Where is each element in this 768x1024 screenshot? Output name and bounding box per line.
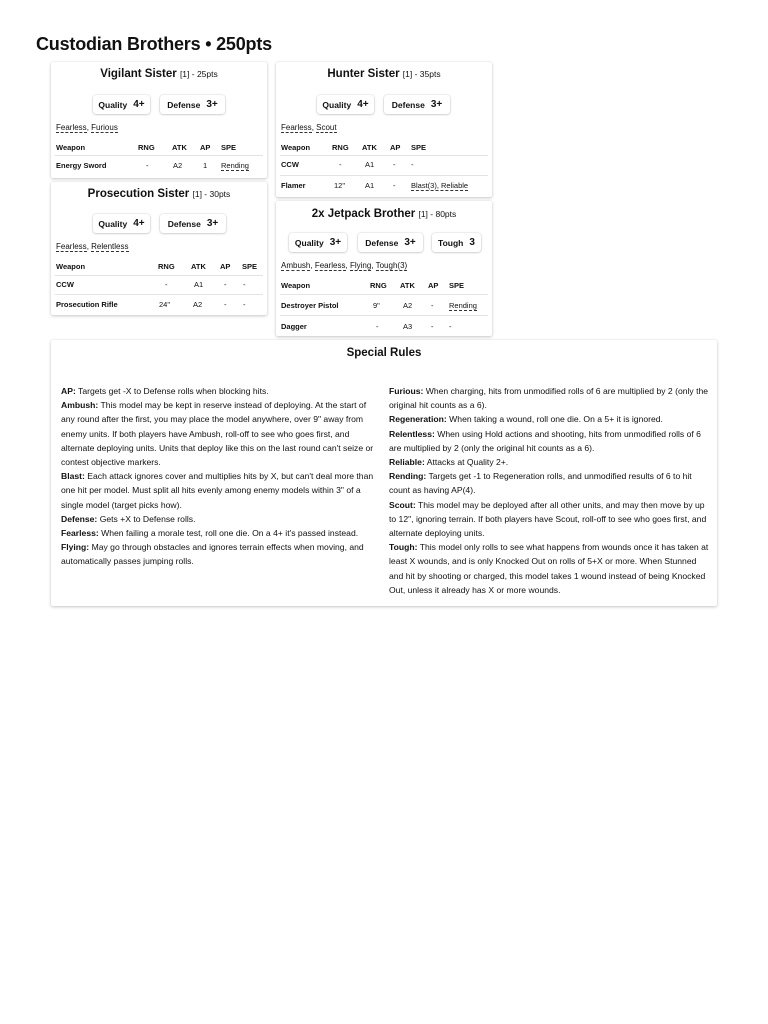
weapon-name: Prosecution Rifle — [56, 300, 118, 309]
col-header-ap: AP — [220, 262, 231, 271]
weapon-ap: - — [393, 181, 396, 190]
rule-text: When failing a morale test, roll one die. On a 4+ it's passed instead. — [101, 528, 359, 539]
unit-special-rules: Fearless, Furious — [56, 123, 118, 132]
quality-label: Quality — [322, 99, 352, 110]
unit-name: Hunter Sister — [327, 68, 400, 80]
table-divider — [280, 315, 488, 316]
rule-link[interactable]: Scout — [316, 123, 337, 132]
page-title: Custodian Brothers • 250pts — [36, 34, 272, 54]
rule-name: Rending: — [389, 471, 427, 482]
weapon-atk: A1 — [365, 181, 375, 190]
rule-text: Each attack ignores cover and multiplies hits by X, but can't deal more than one hit per model. Must split all hits evenly among enemy models within 3" of a single model (target picks how). — [61, 471, 374, 510]
col-header-spe: SPE — [242, 262, 258, 271]
table-divider — [280, 175, 488, 176]
rule-text: This model may be deployed after all other units, and may then move by up to 12", ignoring terrain. If both players have Scout, roll-off to see who goes first, and alternate deploying units. — [389, 499, 707, 539]
unit-special-rules: Fearless, Scout — [281, 123, 337, 132]
col-header-atk: ATK — [191, 262, 206, 271]
defense-label: Defense — [167, 99, 201, 110]
rule-entry-ap — [61, 384, 379, 398]
table-divider — [55, 275, 263, 276]
unit-special-rules: Ambush, Fearless, Flying, Tough(3) — [281, 261, 408, 270]
special-rules-panel — [51, 340, 717, 606]
col-header-spe: SPE — [411, 143, 427, 152]
weapon-atk: A1 — [194, 280, 204, 289]
rule-text: This model may be kept in reserve instead of deploying. At the start of any round after the first, you may place the model anywhere, over 9" away from enemy units. If both players have Ambush, roll-off to see who goes first, and alternate deploying units. Units that deploy like this on the last round can't seize or contest objective markers. — [61, 400, 374, 468]
special-rules-right-column — [389, 384, 711, 597]
quality-value: 4+ — [357, 99, 369, 110]
defense-stat — [160, 95, 225, 114]
weapon-name: Energy Sword — [56, 161, 107, 170]
rule-entry-fearless — [61, 526, 379, 540]
defense-value: 3+ — [430, 99, 443, 110]
tough-value: 3 — [469, 237, 475, 248]
unit-meta: [1] - 35pts — [402, 69, 441, 79]
rule-name: Defense: — [61, 513, 98, 524]
col-header-rng: RNG — [138, 143, 155, 152]
rule-name: Regeneration: — [389, 414, 447, 425]
table-divider — [280, 294, 488, 295]
rule-name: Relentless: — [389, 428, 435, 439]
rule-text: Targets get -X to Defense rolls when blocking hits. — [78, 386, 269, 396]
defense-value: 3+ — [206, 99, 218, 110]
weapon-name: Dagger — [281, 322, 307, 331]
weapon-spe-rule[interactable]: Rending — [221, 161, 249, 170]
rule-name: AP: — [61, 386, 76, 396]
col-header-rng: RNG — [370, 281, 387, 290]
quality-stat — [317, 95, 374, 114]
rule-name: Tough: — [389, 542, 418, 553]
weapon-rng: 12" — [334, 181, 346, 190]
rule-name: Ambush: — [61, 400, 99, 411]
rule-text: When charging, hits from unmodified rolls of 6 are multiplied by 2 (only the original hit counts as a 6). — [389, 386, 709, 411]
col-header-weapon: Weapon — [281, 281, 311, 290]
weapon-spe: - — [243, 300, 246, 309]
quality-stat — [93, 95, 150, 114]
tough-label: Tough — [438, 237, 464, 248]
col-header-spe: SPE — [449, 281, 465, 290]
rule-name: Reliable: — [389, 457, 425, 468]
col-header-ap: AP — [428, 281, 439, 290]
rule-entry-scout — [389, 498, 711, 541]
rule-link[interactable]: Relentless — [91, 242, 129, 251]
unit-meta: [1] - 30pts — [192, 189, 231, 199]
rule-entry-relentless — [389, 427, 711, 455]
weapon-spe: - — [449, 322, 452, 331]
weapon-spe: - — [243, 280, 246, 289]
unit-name: 2x Jetpack Brother — [311, 208, 416, 220]
weapon-ap: - — [224, 280, 227, 289]
rule-text: When taking a wound, roll one die. On a 5+ it is ignored. — [449, 414, 663, 425]
weapon-name: CCW — [281, 160, 299, 169]
col-header-rng: RNG — [158, 262, 175, 271]
unit-title — [51, 68, 267, 80]
defense-label: Defense — [391, 99, 425, 110]
col-header-spe: SPE — [221, 143, 237, 152]
unit-title — [276, 208, 492, 220]
weapon-spe — [449, 301, 477, 310]
quality-stat — [93, 214, 150, 233]
rule-entry-furious — [389, 384, 711, 412]
rule-entry-flying — [61, 540, 379, 568]
col-header-weapon: Weapon — [56, 143, 86, 152]
defense-value: 3+ — [404, 237, 416, 248]
col-header-atk: ATK — [362, 143, 377, 152]
weapon-ap: - — [431, 322, 434, 331]
unit-title — [51, 188, 267, 200]
rule-entry-regeneration — [389, 412, 711, 426]
weapon-atk: A2 — [193, 300, 203, 309]
weapon-spe: - — [411, 160, 414, 169]
rule-text: This model only rolls to see what happens from wounds once it has taken at least X wounds, and is only Knocked Out on rolls of 5+X or more. When Stunned and hit by shooting or charged, this model takes 1 wound instead of being Knocked Out, unless it already has X or more wounds. — [389, 542, 709, 595]
rule-entry-blast — [61, 469, 379, 512]
rule-entry-tough — [389, 540, 711, 597]
rule-link[interactable]: Tough(3) — [375, 261, 408, 270]
defense-stat — [384, 95, 450, 114]
rule-text: When using Hold actions and shooting, hits from unmodified rolls of 6 are multiplied by 2 (only the original hit counts as a 6). — [389, 428, 701, 453]
quality-label: Quality — [294, 237, 324, 248]
quality-value: 4+ — [133, 218, 145, 229]
rule-name: Fearless: — [61, 528, 99, 539]
defense-label: Defense — [167, 218, 201, 229]
weapon-spe-rule[interactable]: Blast(3), Reliable — [411, 181, 469, 190]
rule-link[interactable]: Ambush — [281, 261, 311, 270]
table-divider — [280, 155, 488, 156]
rule-name: Blast: — [61, 471, 85, 482]
quality-value: 4+ — [133, 99, 145, 110]
special-rules-left-column — [61, 384, 379, 569]
unit-meta: [1] - 25pts — [179, 69, 218, 79]
weapon-atk: A3 — [403, 322, 413, 331]
rule-text: Gets +X to Defense rolls. — [99, 513, 196, 524]
col-header-ap: AP — [390, 143, 401, 152]
col-header-atk: ATK — [172, 143, 187, 152]
rule-entry-rending — [389, 469, 711, 497]
rule-text: Attacks at Quality 2+. — [426, 457, 509, 468]
rule-name: Flying: — [61, 542, 90, 553]
special-rules-title: Special Rules — [346, 347, 422, 359]
rule-entry-defense — [61, 512, 379, 526]
rule-text: Targets get -1 to Regeneration rolls, and unmodified results of 6 to hit count as having AP(4). — [389, 471, 692, 496]
weapon-rng: - — [146, 161, 149, 170]
defense-stat — [160, 214, 226, 233]
col-header-weapon: Weapon — [56, 262, 86, 271]
quality-value: 3+ — [329, 237, 342, 248]
weapon-ap: 1 — [203, 161, 208, 170]
weapon-atk: A2 — [173, 161, 183, 170]
rule-link[interactable]: Flying — [349, 261, 372, 270]
weapon-name: CCW — [56, 280, 74, 289]
rule-entry-reliable — [389, 455, 711, 469]
weapon-ap: - — [431, 301, 434, 310]
rule-link[interactable]: Fearless — [56, 123, 87, 132]
tough-stat — [432, 233, 481, 252]
weapon-name: Flamer — [281, 181, 306, 190]
table-divider — [55, 294, 263, 295]
weapon-atk: A2 — [403, 301, 413, 310]
rule-name: Scout: — [389, 499, 416, 510]
unit-card-vigilant-sister — [51, 62, 267, 178]
rule-text: May go through obstacles and ignores terrain effects when moving, and automatically passes jumping rolls. — [61, 542, 364, 567]
col-header-rng: RNG — [332, 143, 349, 152]
weapon-spe — [411, 181, 468, 190]
weapon-ap: - — [393, 160, 396, 169]
weapon-spe-rule[interactable]: Rending — [449, 301, 477, 310]
rule-link[interactable]: Fearless — [281, 123, 312, 132]
unit-card-prosecution-sister — [51, 182, 267, 315]
quality-label: Quality — [98, 99, 128, 110]
unit-special-rules: Fearless, Relentless — [56, 242, 129, 251]
defense-stat — [358, 233, 423, 252]
unit-meta: [1] - 80pts — [418, 209, 457, 219]
weapon-rng: - — [339, 160, 342, 169]
quality-stat — [289, 233, 347, 252]
weapon-ap: - — [224, 300, 227, 309]
unit-card-jetpack-brother — [276, 201, 492, 336]
rule-name: Furious: — [389, 386, 424, 396]
weapon-name: Destroyer Pistol — [281, 301, 339, 310]
unit-name: Vigilant Sister — [100, 68, 177, 80]
weapon-rng: - — [376, 322, 379, 331]
weapon-atk: A1 — [365, 160, 375, 169]
rule-link[interactable]: Fearless — [314, 261, 346, 270]
rule-link[interactable]: Fearless — [56, 242, 87, 251]
weapon-rng: 24" — [159, 300, 171, 309]
weapon-rng: 9" — [373, 301, 380, 310]
col-header-weapon: Weapon — [281, 143, 311, 152]
rule-link[interactable]: Furious — [91, 123, 118, 132]
col-header-ap: AP — [200, 143, 211, 152]
defense-label: Defense — [365, 237, 399, 248]
quality-label: Quality — [98, 218, 128, 229]
table-divider — [55, 155, 263, 156]
unit-name: Prosecution Sister — [87, 188, 190, 200]
defense-value: 3+ — [206, 218, 219, 229]
unit-card-hunter-sister — [276, 62, 492, 197]
rule-entry-ambush — [61, 398, 379, 469]
unit-title — [276, 68, 492, 80]
col-header-atk: ATK — [400, 281, 415, 290]
weapon-rng: - — [165, 280, 168, 289]
